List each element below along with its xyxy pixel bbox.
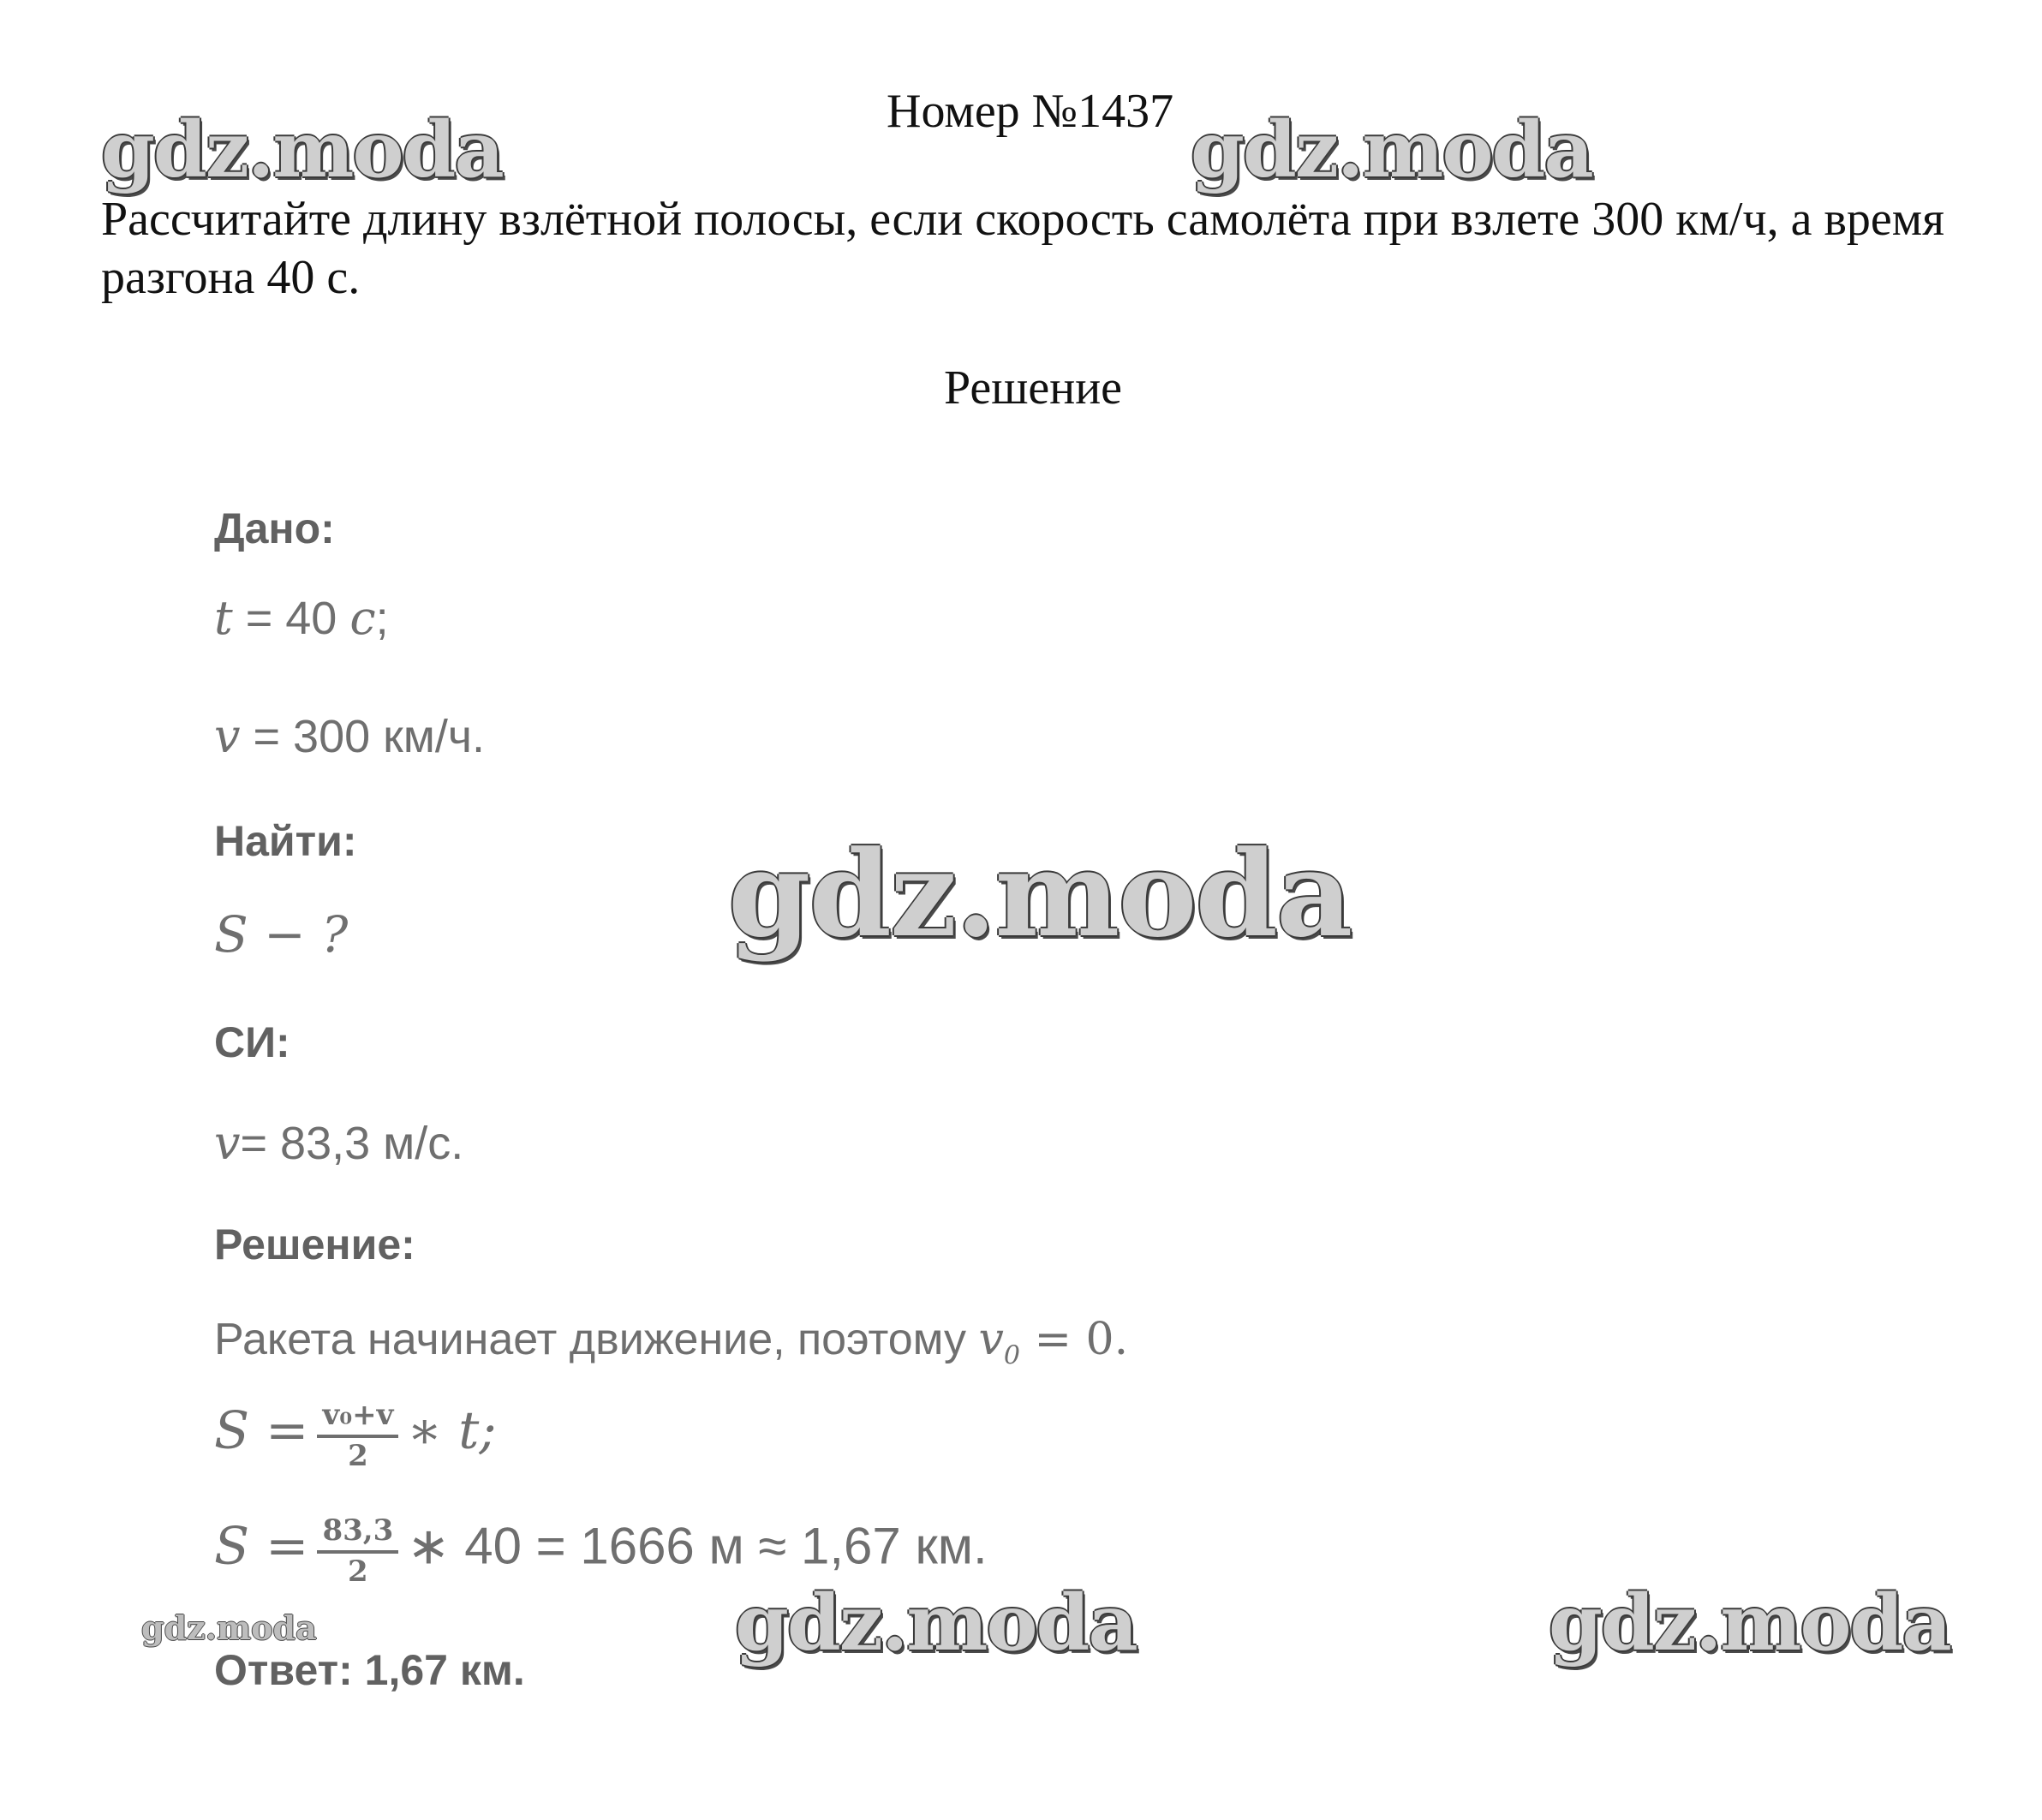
- given-time-unit: с: [349, 591, 376, 645]
- rocket-text: Ракета начинает движение, поэтому: [214, 1315, 979, 1364]
- answer: Ответ: 1,67 км.: [214, 1646, 525, 1694]
- find-var: S: [214, 905, 248, 964]
- given-label: Дано:: [214, 504, 335, 552]
- watermark-center: gdz.moda: [728, 824, 1352, 964]
- formula1-numerator: v₀+v: [317, 1400, 398, 1438]
- si-velocity: [214, 1116, 464, 1170]
- rocket-end: = 0.: [1019, 1314, 1129, 1365]
- formula2-denominator: 2: [348, 1554, 368, 1589]
- find-value: [214, 905, 349, 964]
- find-question: − ?: [248, 905, 349, 964]
- rocket-statement: [214, 1314, 1129, 1371]
- watermark-small: gdz.moda: [141, 1608, 317, 1647]
- watermark-bottom-right: gdz.moda: [1549, 1578, 1950, 1668]
- problem-text: Рассчитайте длину взлётной полосы, если скорость самолёта при взлете 300 км/ч, а время разгона 40 с.: [101, 193, 1944, 305]
- watermark-top-left: gdz.moda: [101, 104, 503, 195]
- find-label: Найти:: [214, 817, 357, 865]
- formula-distance: [214, 1400, 497, 1471]
- formula1-lhs: S =: [214, 1400, 309, 1461]
- formula2-fraction: [317, 1513, 398, 1589]
- solution-label: Решение:: [214, 1220, 415, 1268]
- rocket-var: v: [978, 1314, 1004, 1365]
- given-velocity: [214, 709, 486, 763]
- watermark-bottom-center: gdz.moda: [735, 1578, 1137, 1668]
- given-time-var: t: [214, 591, 233, 645]
- given-velocity-var: v: [214, 709, 241, 763]
- si-velocity-value: = 83,3 м/с.: [240, 1118, 464, 1169]
- problem-number: Номер №1437: [887, 85, 1174, 138]
- formula-calculation: [214, 1513, 988, 1589]
- formula1-fraction: [317, 1400, 398, 1471]
- formula1-rhs: ∗ t;: [407, 1400, 497, 1461]
- si-label: СИ:: [214, 1018, 290, 1066]
- solution-heading: Решение: [944, 361, 1123, 415]
- rocket-subscript: 0: [1003, 1340, 1020, 1371]
- si-velocity-var: v: [214, 1116, 241, 1170]
- given-time: [214, 591, 389, 645]
- given-velocity-value: = 300 км/ч.: [240, 711, 486, 762]
- watermark-top-right: gdz.moda: [1191, 104, 1592, 195]
- given-time-value: = 40: [232, 593, 350, 644]
- formula1-denominator: 2: [348, 1438, 368, 1473]
- formula2-numerator: 83,3: [317, 1516, 398, 1554]
- formula2-rhs: ∗ 40 = 1666 м ≈ 1,67 км.: [407, 1517, 988, 1575]
- formula2-lhs: S =: [214, 1516, 309, 1577]
- given-time-end: ;: [375, 593, 389, 644]
